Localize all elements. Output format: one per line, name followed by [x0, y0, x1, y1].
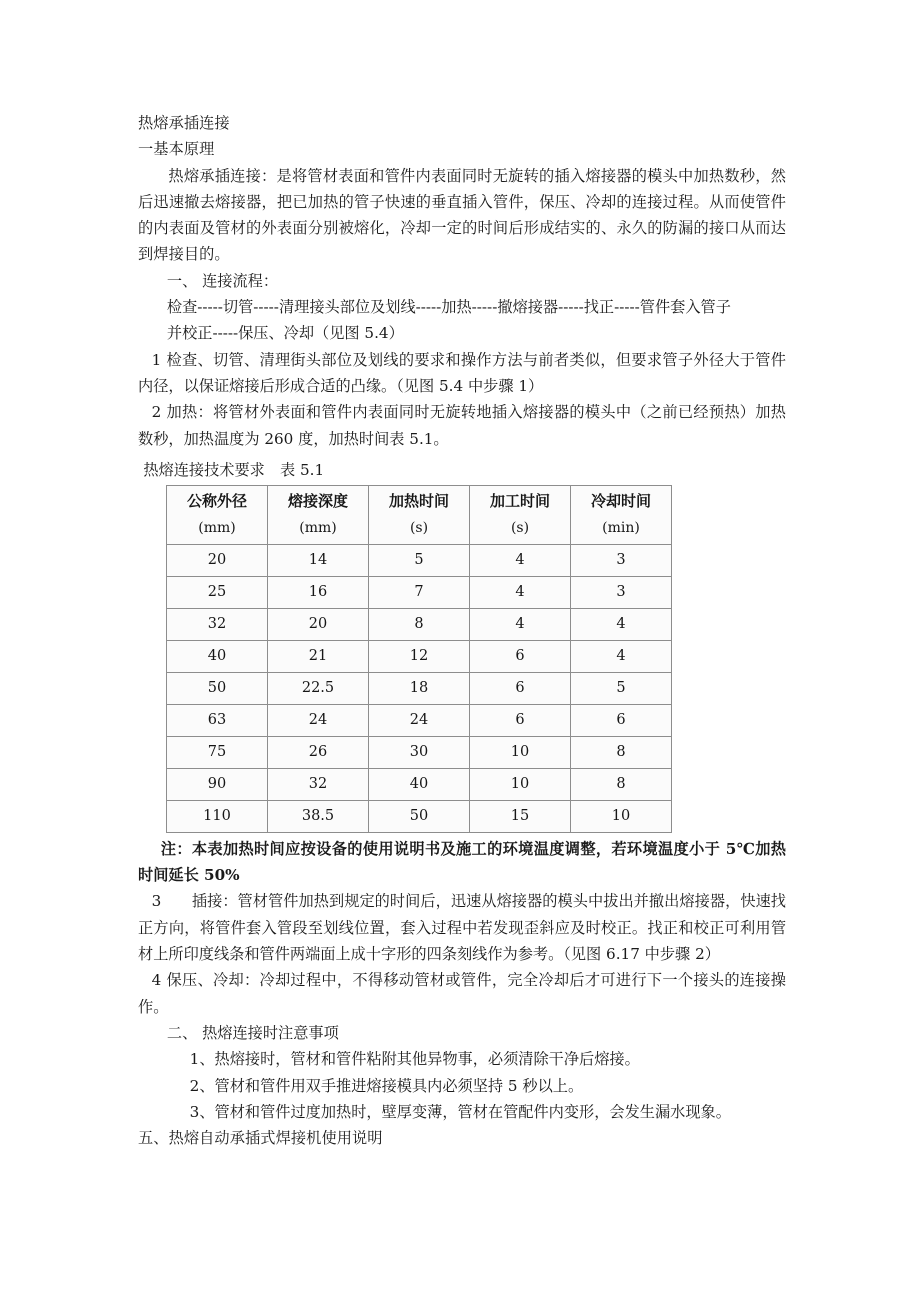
table-header-unit: (s)	[409, 519, 429, 536]
table-cell: 7	[369, 576, 470, 608]
table-row	[167, 800, 672, 832]
table-cell: 20	[167, 544, 268, 576]
table-cell: 30	[369, 736, 470, 768]
table-cell: 25	[167, 576, 268, 608]
table-header-cell	[470, 485, 571, 544]
table-cell: 6	[470, 704, 571, 736]
tech-requirements-table	[166, 485, 672, 833]
table-note: 注：本表加热时间应按设备的使用说明书及施工的环境温度调整，若环境温度小于 5℃加热时间延长 50%	[138, 839, 786, 885]
table-cell: 12	[369, 640, 470, 672]
table-cell: 4	[470, 608, 571, 640]
table-cell: 6	[571, 704, 672, 736]
table-cell: 8	[369, 608, 470, 640]
table-cell: 10	[470, 768, 571, 800]
document-title: 热熔承插连接	[138, 114, 230, 132]
table-header-unit: (s)	[510, 519, 530, 536]
table-row	[167, 736, 672, 768]
step-1-paragraph: 1 检查、切管、清理街头部位及划线的要求和操作方法与前者类似，但要求管子外径大于管件内径，以保证熔接后形成合适的凸缘。（见图 5.4 中步骤 1）	[138, 350, 786, 395]
table-header-label: 公称外径	[186, 491, 247, 510]
table-header-label: 加工时间	[489, 491, 550, 510]
table-cell: 3	[571, 544, 672, 576]
table-cell: 22.5	[268, 672, 369, 704]
table-cell: 40	[369, 768, 470, 800]
table-cell: 14	[268, 544, 369, 576]
table-cell: 24	[268, 704, 369, 736]
precaution-item: 3、管材和管件过度加热时，壁厚变薄，管材在管配件内变形，会发生漏水现象。	[189, 1102, 731, 1121]
table-cell: 26	[268, 736, 369, 768]
table-header-label: 冷却时间	[590, 491, 651, 510]
table-row	[167, 672, 672, 704]
table-row	[167, 608, 672, 640]
step-4-paragraph: 4 保压、冷却：冷却过程中，不得移动管材或管件，完全冷却后才可进行下一个接头的连接操作。	[138, 971, 786, 1016]
table-cell: 16	[268, 576, 369, 608]
table-header-cell	[167, 485, 268, 544]
heading-welder-instructions: 五、热熔自动承插式焊接机使用说明	[138, 1129, 383, 1148]
table-cell: 21	[268, 640, 369, 672]
table-header-unit: (mm)	[299, 519, 337, 536]
flow-chart-line-1: 检查-----切管-----清理接头部位及划线-----加热-----撤熔接器-----找正-----管件套入管子	[166, 298, 731, 317]
table-cell: 4	[571, 608, 672, 640]
table-header-unit: (min)	[602, 519, 640, 536]
table-row	[167, 640, 672, 672]
table-header-label: 熔接深度	[287, 491, 348, 510]
table-header-cell	[369, 485, 470, 544]
table-cell: 4	[470, 544, 571, 576]
flow-chart-line-2: 并校正-----保压、冷却（见图 5.4）	[166, 324, 404, 343]
table-cell: 6	[470, 640, 571, 672]
precaution-item: 2、管材和管件用双手推进熔接模具内必须坚持 5 秒以上。	[189, 1076, 584, 1095]
table-cell: 24	[369, 704, 470, 736]
table-cell: 5	[369, 544, 470, 576]
table-row	[167, 544, 672, 576]
table-row	[167, 768, 672, 800]
table-cell: 18	[369, 672, 470, 704]
table-cell: 90	[167, 768, 268, 800]
table-cell: 10	[571, 800, 672, 832]
step-3-paragraph: 3 插接：管材管件加热到规定的时间后，迅速从熔接器的模头中拔出并撤出熔接器，快速找正方向，将管件套入管段至划线位置，套入过程中若发现歪斜应及时校正。找正和校正可利用管材上所印度线条和管件两端面上成十字形的四条刻线作为参考。（见图 6.17 中步骤 2）	[138, 892, 786, 964]
table-body	[167, 544, 672, 832]
table-cell: 4	[571, 640, 672, 672]
table-caption: 热熔连接技术要求 表 5.1	[143, 460, 325, 479]
table-cell: 6	[470, 672, 571, 704]
table-cell: 40	[167, 640, 268, 672]
table-row	[167, 576, 672, 608]
table-cell: 110	[167, 800, 268, 832]
table-header-label: 加热时间	[388, 491, 449, 510]
table-cell: 20	[268, 608, 369, 640]
table-header-row	[167, 485, 672, 544]
paragraph-basic-principle: 热熔承插连接：是将管材表面和管件内表面同时无旋转的插入熔接器的模头中加热数秒，然后迅速撤去熔接器，把已加热的管子快速的垂直插入管件，保压、冷却的连接过程。从而使管件的内表面及管材的外表面分别被熔化，冷却一定的时间后形成结实的、永久的防漏的接口从而达到焊接目的。	[138, 166, 786, 264]
step-2-paragraph: 2 加热：将管材外表面和管件内表面同时无旋转地插入熔接器的模头中（之前已经预热）加热数秒，加热温度为 260 度，加热时间表 5.1。	[138, 403, 786, 448]
table-cell: 75	[167, 736, 268, 768]
table-cell: 38.5	[268, 800, 369, 832]
table-cell: 50	[167, 672, 268, 704]
heading-precautions: 二、 热熔连接时注意事项	[166, 1023, 339, 1042]
heading-connection-process: 一、 连接流程：	[166, 271, 279, 290]
table-cell: 3	[571, 576, 672, 608]
table-cell: 32	[167, 608, 268, 640]
table-header-unit: (mm)	[198, 519, 236, 536]
table-cell: 15	[470, 800, 571, 832]
table-cell: 5	[571, 672, 672, 704]
table-cell: 10	[470, 736, 571, 768]
table-cell: 8	[571, 768, 672, 800]
table-cell: 50	[369, 800, 470, 832]
table-cell: 8	[571, 736, 672, 768]
table-row	[167, 704, 672, 736]
table-cell: 32	[268, 768, 369, 800]
document-body	[138, 110, 786, 1151]
table-header-cell	[571, 485, 672, 544]
table-cell: 63	[167, 704, 268, 736]
table-header-cell	[268, 485, 369, 544]
section-heading-basic-principle: 一基本原理	[138, 140, 215, 159]
precaution-item: 1、热熔接时，管材和管件粘附其他异物事，必须清除干净后熔接。	[189, 1050, 640, 1069]
table-cell: 4	[470, 576, 571, 608]
